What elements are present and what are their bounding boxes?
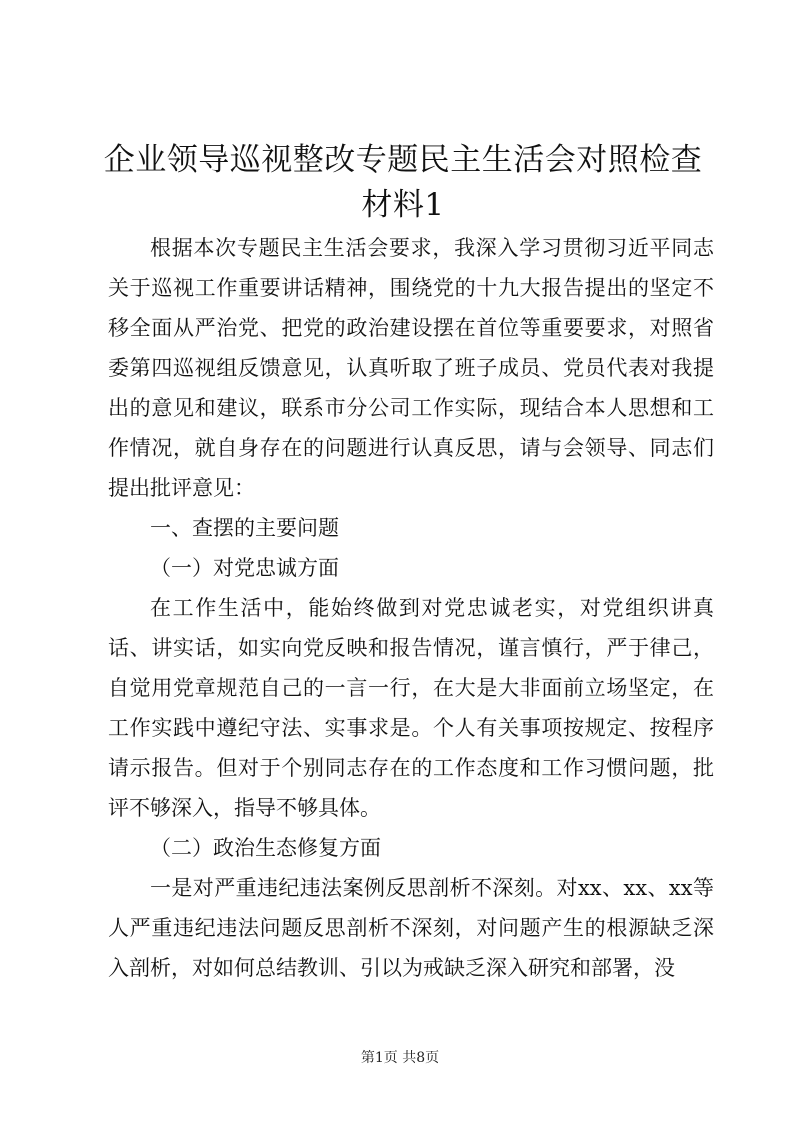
paragraph-intro: 根据本次专题民主生活会要求，我深入学习贯彻习近平同志关于巡视工作重要讲话精神，围绕党的十九大报告提出的坚定不移全面从严治党、把党的政治建设摆在首位等重要要求，对照省委第四巡视组反馈意见，认真听取了班子成员、党员代表对我提出的意见和建议，联系市分公司工作实际，现结合本人思想和工作情况，就自身存在的问题进行认真反思，请与会领导、同志们提出批评意见： [108,236,714,500]
document-title: 企业领导巡视整改专题民主生活会对照检查材料1 [103,142,703,223]
subsection-heading-loyalty: （一）对党忠诚方面 [150,556,339,580]
page-footer: 第1页 共8页 [360,1050,440,1066]
section-heading-main-problems: 一、查摆的主要问题 [150,516,339,540]
paragraph-political-ecology: 一是对严重违纪违法案例反思剖析不深刻。对xx、xx、xx等人严重违纪违法问题反思剖析不深刻，对问题产生的根源缺乏深入剖析，对如何总结教训、引以为戒缺乏深入研究和部署，没 [108,876,714,980]
document-body [108,228,714,988]
subsection-heading-political-ecology: （二）政治生态修复方面 [150,836,381,860]
paragraph-loyalty: 在工作生活中，能始终做到对党忠诚老实，对党组织讲真话、讲实话，如实向党反映和报告情况，谨言慎行，严于律己，自觉用党章规范自己的一言一行，在大是大非面前立场坚定，在工作实践中遵纪守法、实事求是。个人有关事项按规定、按程序请示报告。但对于个别同志存在的工作态度和工作习惯问题，批评不够深入，指导不够具体。 [108,596,714,820]
